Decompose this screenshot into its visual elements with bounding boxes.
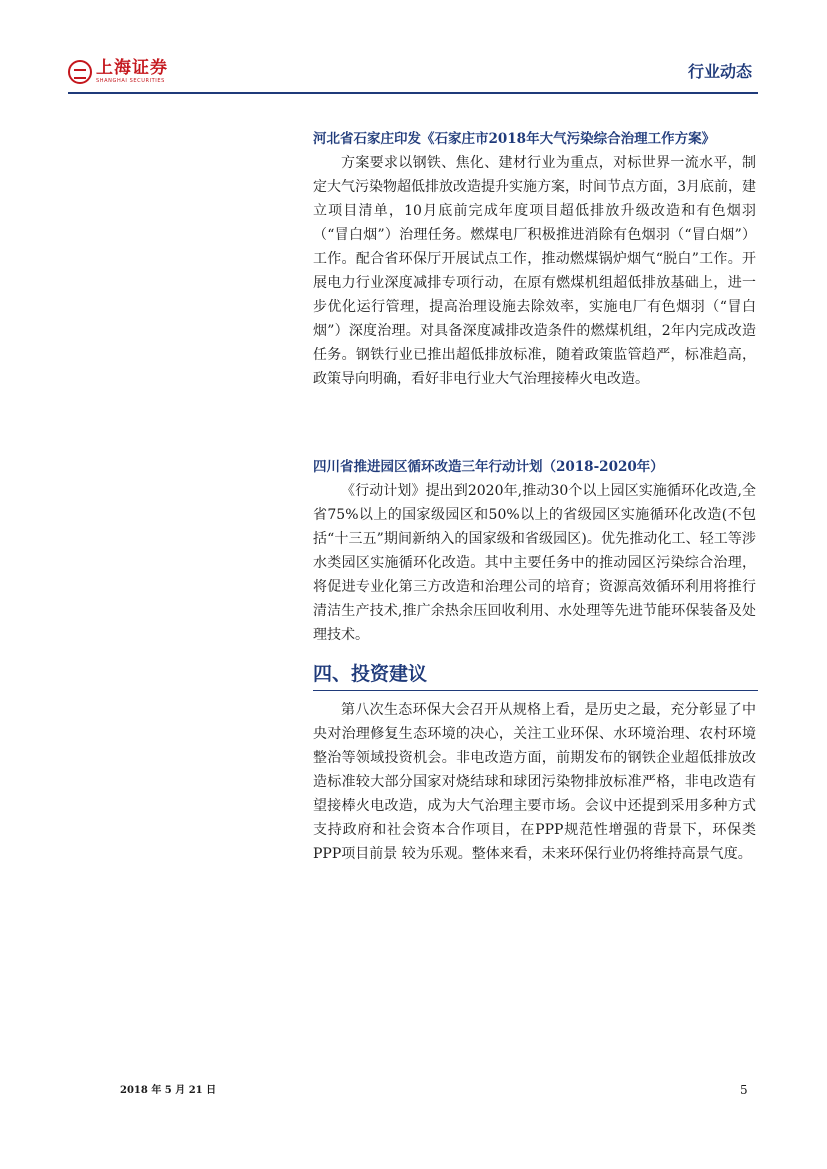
section-title-sichuan: 四川省推进园区循环改造三年行动计划（2018-2020年） xyxy=(313,459,664,475)
footer-date: 2018 年 5 月 21 日 xyxy=(120,1085,217,1096)
logo xyxy=(68,57,168,87)
logo-cn: 上海证券 xyxy=(96,58,168,78)
heading-investment: 四、投资建议 xyxy=(313,663,428,685)
header-title: 行业动态 xyxy=(687,62,752,81)
page-header xyxy=(68,55,758,91)
page-number: 5 xyxy=(740,1083,748,1097)
section-body-investment xyxy=(313,698,756,866)
paragraph: 第八次生态环保大会召开从规格上看，是历史之最，充分彰显了中央对治理修复生态环境的决心，关注工业环保、水环境治理、农村环境整治等领域投资机会。非电改造方面，前期发布的钢铁企业超低排放改造标准较大部分国家对烧结球和球团污染物排放标准严格，非电改造有望接棒火电改造，成为大气治理主要市场。会议中还提到采用多种方式支持政府和社会资本合作项目，在PPP规范性增强的背景下，环保类PPP项目前景 较为乐观。整体来看，未来环保行业仍将维持高景气度。 xyxy=(313,702,756,862)
paragraph: 《行动计划》提出到2020年,推动30个以上园区实施循环化改造,全省75%以上的国家级园区和50%以上的省级园区实施循环化改造(不包括“十三五”期间新纳入的国家级和省级园区)。优先推动化工、轻工等涉水类园区实施循环化改造。其中主要任务中的推动园区污染综合治理，将促进专业化第三方改造和治理公司的培育；资源高效循环利用将推行清洁生产技术,推广余热余压回收利用、水处理等先进节能环保装备及处理技术。 xyxy=(313,483,756,643)
logo-text xyxy=(96,60,168,84)
section-title-hebei: 河北省石家庄印发《石家庄市2018年大气污染综合治理工作方案》 xyxy=(313,131,716,147)
section-body-sichuan xyxy=(313,479,756,647)
header-divider xyxy=(68,92,758,94)
paragraph: 方案要求以钢铁、焦化、建材行业为重点，对标世界一流水平，制定大气污染物超低排放改造提升实施方案，时间节点方面，3月底前，建立项目清单，10月底前完成年度项目超低排放升级改造和有色烟羽（“冒白烟”）治理任务。燃煤电厂积极推进消除有色烟羽（“冒白烟”）工作。配合省环保厅开展试点工作，推动燃煤锅炉烟气“脱白”工作。开展电力行业深度减排专项行动，在原有燃煤机组超低排放基础上，进一步优化运行管理，提高治理设施去除效率，实施电厂有色烟羽（“冒白烟”）深度治理。对具备深度减排改造条件的燃煤机组，2年内完成改造任务。钢铁行业已推出超低排放标准，随着政策监管趋严，标准趋高，政策导向明确，看好非电行业大气治理接棒火电改造。 xyxy=(313,155,756,387)
logo-mark-icon xyxy=(68,60,92,84)
section-body-hebei xyxy=(313,151,756,391)
logo-en: SHANGHAI SECURITIES xyxy=(96,78,165,84)
heading-divider xyxy=(313,690,758,691)
